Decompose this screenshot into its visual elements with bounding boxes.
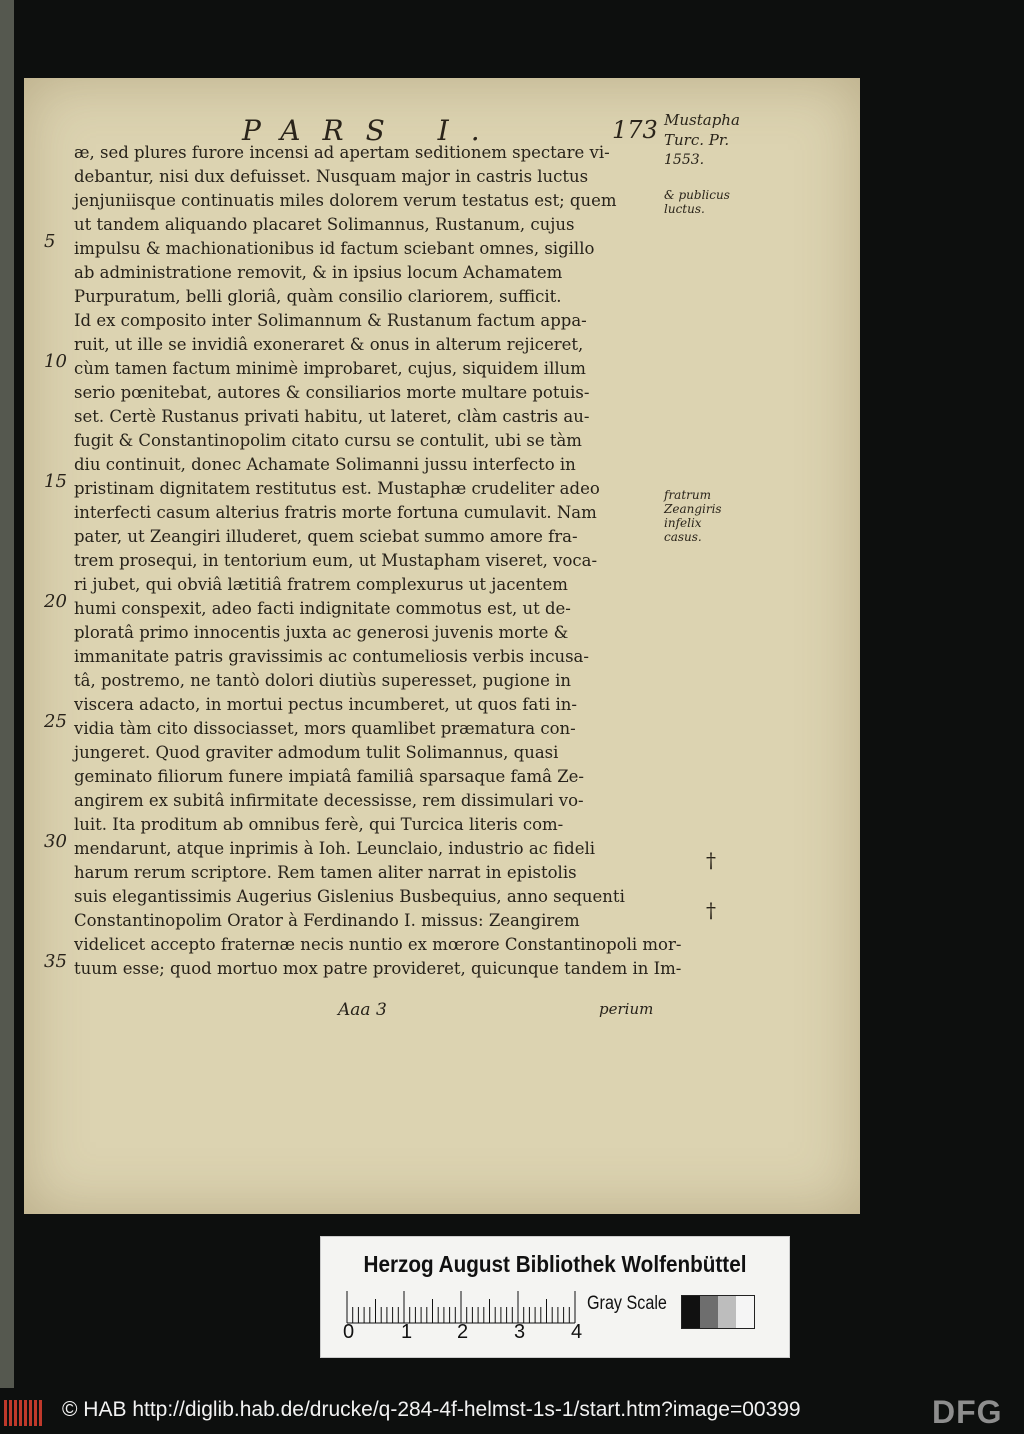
catchword: perium	[599, 1000, 654, 1018]
text-line: Purpuratum, belli gloriâ, quàm consilio clariorem, sufficit.	[74, 287, 562, 306]
text-line: humi conspexit, adeo facti indignitate commotus est, ut de-	[74, 599, 571, 618]
gray-scale-swatches	[681, 1295, 755, 1329]
text-line: luit. Ita proditum ab omnibus ferè, qui Turcica literis com-	[74, 815, 564, 834]
barcode-bar	[24, 1400, 27, 1426]
text-line: ab administratione removit, & in ipsius locum Achamatem	[74, 263, 563, 282]
book-page	[24, 78, 860, 1214]
page-number: 173	[612, 116, 658, 144]
text-line: æ, sed plures furore incensi ad apertam seditionem spectare vi-	[74, 143, 610, 162]
line-number: 10	[44, 351, 67, 372]
text-line: diu continuit, donec Achamate Solimanni jussu interfecto in	[74, 455, 576, 474]
text-line: immanitate patris gravissimis ac contumeliosis verbis incusa-	[74, 647, 589, 666]
library-name: Herzog August Bibliothek Wolfenbüttel	[363, 1251, 747, 1277]
text-line: set. Certè Rustanus privati habitu, ut lateret, clàm castris au-	[74, 407, 590, 426]
gray-swatch	[736, 1296, 754, 1328]
calibration-card	[320, 1236, 790, 1358]
text-line: ruit, ut ille se invidiâ exoneraret & onus in alterum rejiceret,	[74, 335, 584, 354]
dagger-mark: †	[706, 848, 716, 872]
text-line: tuum esse; quod mortuo mox patre provideret, quicunque tandem in Im-	[74, 959, 682, 978]
barcode-bar	[19, 1400, 22, 1426]
text-line: pristinam dignitatem restitutus est. Mustaphæ crudeliter adeo	[74, 479, 600, 498]
text-line: ploratâ primo innocentis juxta ac generosi juvenis morte &	[74, 623, 569, 642]
margin-note-fratrum: fratrum Zeangiris infelix casus.	[664, 488, 722, 544]
text-line: suis elegantissimis Augerius Gislenius Busbequius, anno sequenti	[74, 887, 625, 906]
line-number: 15	[44, 471, 67, 492]
text-line: serio pœnitebat, autores & consiliarios morte multare potuis-	[74, 383, 590, 402]
barcode-bar	[39, 1400, 42, 1426]
text-line: geminato filiorum funere impiatâ familiâ sparsaque famâ Ze-	[74, 767, 584, 786]
scale-labels	[343, 1321, 603, 1345]
dagger-mark: †	[706, 898, 716, 922]
text-line: tâ, postremo, ne tantò dolori diutiùs superesset, pugione in	[74, 671, 572, 690]
gray-swatch	[718, 1296, 736, 1328]
text-line: debantur, nisi dux defuisset. Nusquam major in castris luctus	[74, 167, 589, 186]
text-line: impulsu & machionationibus id factum sciebant omnes, sigillo	[74, 239, 595, 258]
scale-label: 4	[571, 1321, 583, 1343]
scale-label: 2	[457, 1321, 469, 1343]
body-text	[74, 141, 682, 981]
margin-note-mustapha: Mustapha Turc. Pr. 1553.	[664, 111, 740, 168]
text-line: jungeret. Quod graviter admodum tulit Solimannus, quasi	[74, 743, 559, 762]
text-line: Constantinopolim Orator à Ferdinando I. missus: Zeangirem	[74, 911, 580, 930]
text-line: Id ex composito inter Solimannum & Rustanum factum appa-	[74, 311, 587, 330]
text-line: trem prosequi, in tentorium eum, ut Mustapham viseret, voca-	[74, 551, 598, 570]
line-number: 30	[44, 831, 67, 852]
barcode-bar	[14, 1400, 17, 1426]
text-line: vidia tàm cito dissociasset, mors quamlibet præmatura con-	[74, 719, 576, 738]
gray-swatch	[700, 1296, 718, 1328]
line-number: 25	[44, 711, 67, 732]
scale-label: 0	[343, 1321, 355, 1343]
line-number: 5	[44, 231, 56, 252]
barcode-icon	[4, 1400, 48, 1426]
line-number: 35	[44, 951, 67, 972]
running-head: PARS I.	[242, 114, 502, 147]
barcode-bar	[29, 1400, 32, 1426]
text-line: mendarunt, atque inprimis à Ioh. Leunclaio, industrio ac fideli	[74, 839, 596, 858]
line-number: 20	[44, 591, 67, 612]
scale-label: 3	[514, 1321, 526, 1343]
margin-note-luctus: & publicus luctus.	[664, 188, 730, 216]
text-line: angirem ex subitâ infirmitate decessisse, rem dissimulari vo-	[74, 791, 584, 810]
signature-mark: Aaa 3	[338, 1000, 387, 1020]
dfg-logo: DFG	[932, 1394, 1003, 1430]
text-line: harum rerum scriptore. Rem tamen aliter narrat in epistolis	[74, 863, 577, 882]
barcode-bar	[34, 1400, 37, 1426]
text-line: ut tandem aliquando placaret Solimannus, Rustanum, cujus	[74, 215, 575, 234]
gray-swatch	[682, 1296, 700, 1328]
text-line: ri jubet, qui obviâ lætitiâ fratrem complexurus ut jacentem	[74, 575, 568, 594]
text-line: cùm tamen factum minimè improbaret, cujus, siquidem illum	[74, 359, 586, 378]
gray-scale-label: Gray Scale	[587, 1293, 667, 1314]
text-line: pater, ut Zeangiri illuderet, quem sciebat summo amore fra-	[74, 527, 578, 546]
text-line: videlicet accepto fraternæ necis nuntio ex mœrore Constantinopoli mor-	[74, 935, 682, 954]
copyright-url[interactable]: © HAB http://diglib.hab.de/drucke/q-284-4f-helmst-1s-1/start.htm?image=00399	[62, 1398, 801, 1421]
text-line: interfecti casum alterius fratris morte fortuna cumulavit. Nam	[74, 503, 597, 522]
scale-label: 1	[401, 1321, 413, 1343]
barcode-bar	[9, 1400, 12, 1426]
book-spine-edge	[0, 0, 14, 1388]
text-line: viscera adacto, in mortui pectus incumberet, ut quos fati in-	[74, 695, 577, 714]
footer-bar	[0, 1392, 1024, 1434]
text-line: jenjuniisque continuatis miles dolorem verum testatus est; quem	[74, 191, 617, 210]
text-line: fugit & Constantinopolim citato cursu se contulit, ubi se tàm	[74, 431, 582, 450]
barcode-bar	[4, 1400, 7, 1426]
